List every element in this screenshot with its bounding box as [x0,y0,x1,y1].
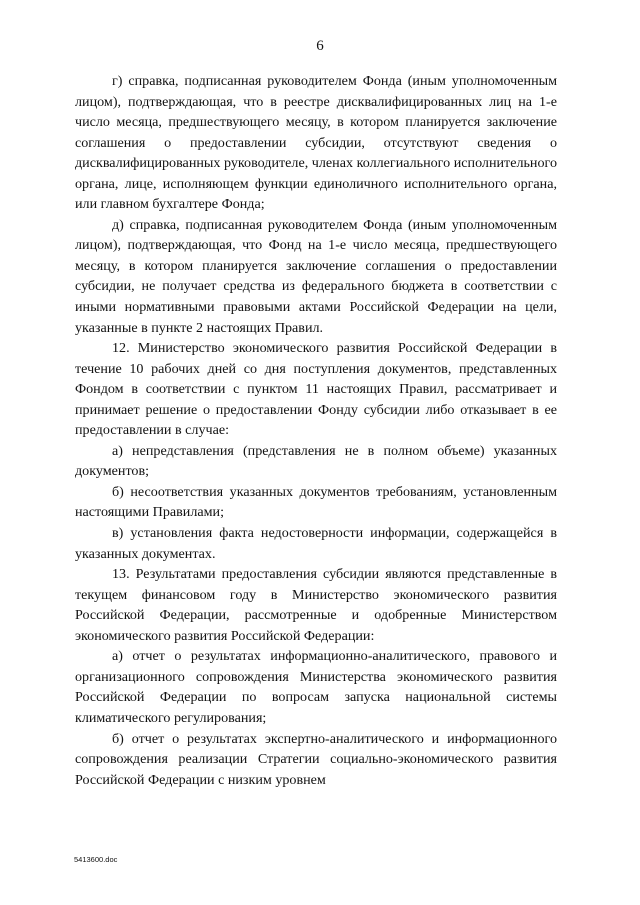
page-number: 6 [316,38,324,54]
paragraph-12-ministry-review: 12. Министерство экономического развития Российской Федерации в течение 10 рабочих дней со дня поступления документов, представленных Фондом в соответствии с пунктом 11 настоящих Правил, рассматривает и принимает решение о предоставлении Фонду субсидии либо отказывает в ее предоставлении в случае: [75,340,557,439]
document-body [75,71,557,790]
paragraph-b-non-compliance: б) несоответствия указанных документов требованиям, установленным настоящими Правилами; [75,483,557,521]
paragraph-13-subsidy-results: 13. Результатами предоставления субсидии являются представленные в текущем финансовом году в Министерство экономического развития Российской Федерации, рассмотренные и одобренные Министерством экономического развития Российской Федерации: [75,566,557,644]
document-footer-filename: 5413600.doc [74,855,118,864]
paragraph-d-certificate-federal-budget: д) справка, подписанная руководителем Фонда (иным уполномоченным лицом), подтверждающая, что Фонд на 1-е число месяца, предшествующего месяцу, в котором планируется заключение соглашения о предоставлении субсидии, не получает средства из федерального бюджета в соответствии с иными нормативными правовыми актами Российской Федерации на цели, указанные в пункте 2 настоящих Правил. [75,216,557,336]
paragraph-v-unreliable-information: в) установления факта недостоверности информации, содержащейся в указанных документах. [75,525,557,562]
paragraph-a-non-submission: а) непредставления (представления не в полном объеме) указанных документов; [75,442,557,480]
paragraph-b-report-strategy: б) отчет о результатах экспертно-аналитического и информационного сопровождения реализации Стратегии социально-экономического развития Российской Федерации с низким уровнем [75,730,557,788]
paragraph-a-report-climate-regulation: а) отчет о результатах информационно-аналитического, правового и организационного сопровождения Министерства экономического развития Российской Федерации по вопросам запуска национальной системы климатического регулирования; [75,648,557,726]
paragraph-g-certificate-disqualified: г) справка, подписанная руководителем Фонда (иным уполномоченным лицом), подтверждающая, что в реестре дисквалифицированных лиц на 1-е число месяца, предшествующего месяцу, в котором планируется заключение соглашения о предоставлении субсидии, отсутствуют сведения о дисквалифицированных руководителе, членах коллегиального исполнительного органа, лице, исполняющем функции единоличного исполнительного органа, или главном бухгалтере Фонда; [75,73,557,213]
